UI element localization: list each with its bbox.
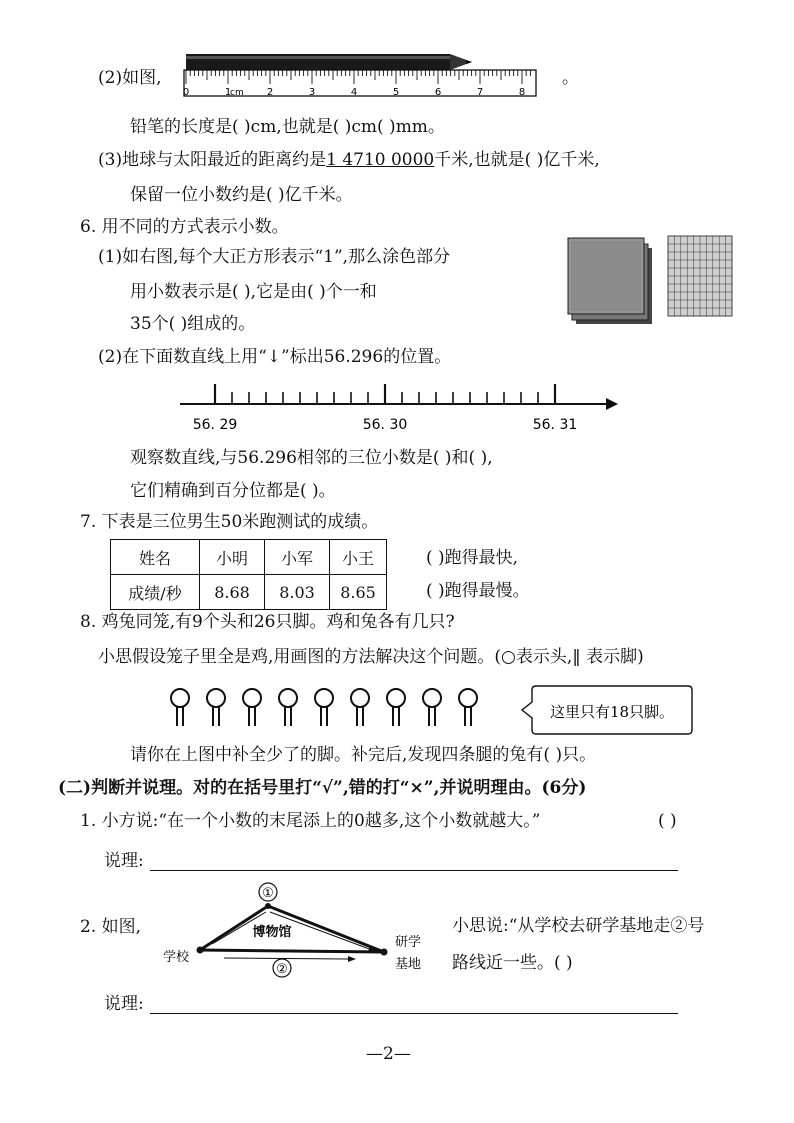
q6-obs-line2: 它们精确到百分位都是( )。 xyxy=(130,481,336,501)
table-cell: 小军 xyxy=(265,540,330,575)
heads-and-feet-figure xyxy=(160,680,720,740)
shaded-square-second xyxy=(654,238,662,318)
q5-3-line1 xyxy=(98,150,600,170)
s2-q1: 1. 小方说:“在一个小数的末尾添上的0越多,这个小数就越大。” xyxy=(80,811,541,831)
table-cell: 8.65 xyxy=(330,575,387,610)
q5-2-suffix: 。 xyxy=(562,68,579,88)
table-cell: 8.03 xyxy=(265,575,330,610)
table-row xyxy=(111,575,387,610)
number-line-label: 56. 29 xyxy=(192,417,238,433)
q7-fastest: ( )跑得最快, xyxy=(426,548,519,568)
table-cell: 姓名 xyxy=(111,540,200,575)
s2-q2-prefix: 2. 如图, xyxy=(80,917,142,937)
base-label-2: 基地 xyxy=(394,957,422,972)
ruler-number: 8 xyxy=(518,87,526,98)
ruler-number: 1 xyxy=(224,87,232,98)
q5-3-line2: 保留一位小数约是( )亿千米。 xyxy=(130,185,353,205)
q6-1-line3: 35个( )组成的。 xyxy=(130,314,256,334)
section2-title: (二)判断并说理。对的在括号里打“√”,错的打“×”,并说明理由。(6分) xyxy=(58,778,587,798)
s2-q2-text1: 小思说:“从学校去研学基地走②号 xyxy=(452,916,705,936)
museum-dot xyxy=(265,903,271,909)
q5-3-text-a: (3)地球与太阳最近的距离约是 xyxy=(98,150,327,170)
q5-3-distance: 1 4710 0000 xyxy=(326,150,435,170)
route1-label: ① xyxy=(262,886,274,901)
decimal-squares-figure xyxy=(568,236,738,326)
table-cell: 小王 xyxy=(330,540,387,575)
chicken-head xyxy=(243,689,261,726)
q5-3-text-b: 千米,也就是( )亿千米, xyxy=(434,150,600,170)
base-label-1: 研学 xyxy=(394,935,422,950)
q6-1-line1: (1)如右图,每个大正方形表示“1”,那么涂色部分 xyxy=(98,247,451,267)
explain-label-2: 说理: xyxy=(104,994,144,1014)
q8-desc: 小思假设笼子里全是鸡,用画图的方法解决这个问题。(○表示头,‖ 表示脚) xyxy=(98,647,644,667)
chicken-head xyxy=(459,689,477,726)
ruler-number: 4 xyxy=(350,87,358,98)
route2-label: ② xyxy=(276,962,288,977)
ruler-unit-label: cm xyxy=(230,88,244,98)
q7-title: 7. 下表是三位男生50米跑测试的成绩。 xyxy=(80,512,379,532)
explain-line-1[interactable] xyxy=(150,870,678,871)
explain-line-2[interactable] xyxy=(150,1013,678,1014)
chicken-head xyxy=(279,689,297,726)
base-dot xyxy=(381,949,388,956)
s2-q1-paren: ( ) xyxy=(658,811,677,831)
table-cell: 8.68 xyxy=(200,575,265,610)
q7-slowest: ( )跑得最慢。 xyxy=(426,581,530,601)
explain-label-1: 说理: xyxy=(104,851,144,871)
table-cell: 小明 xyxy=(200,540,265,575)
q6-2: (2)在下面数直线上用“↓”标出56.296的位置。 xyxy=(98,347,452,367)
chicken-head xyxy=(171,689,189,726)
chicken-head xyxy=(315,689,333,726)
ruler-number: 2 xyxy=(266,87,274,98)
number-line-arrow xyxy=(606,398,618,410)
s2-q2-text2: 路线近一些。( ) xyxy=(452,953,573,973)
chicken-head xyxy=(423,689,441,726)
school-label: 学校 xyxy=(162,950,190,965)
q6-obs-line1: 观察数直线,与56.296相邻的三位小数是( )和( ), xyxy=(130,448,493,468)
number-line xyxy=(178,376,628,436)
number-line-label: 56. 30 xyxy=(362,417,408,433)
q8-ask: 请你在上图中补全少了的脚。补完后,发现四条腿的兔有( )只。 xyxy=(130,745,597,765)
chicken-head xyxy=(207,689,225,726)
ruler-number: 0 xyxy=(182,87,190,98)
q5-2-answer-line: 铅笔的长度是( )cm,也就是( )cm( )mm。 xyxy=(130,117,445,137)
table-cell: 成绩/秒 xyxy=(111,575,200,610)
chicken-head xyxy=(351,689,369,726)
speech-bubble-text: 这里只有18只脚。 xyxy=(549,703,675,721)
school-dot xyxy=(197,947,204,954)
ruler-number: 3 xyxy=(308,87,316,98)
ruler-number: 6 xyxy=(434,87,442,98)
q6-1-line2: 用小数表示是( ),它是由( )个一和 xyxy=(130,282,377,302)
route-map xyxy=(152,880,442,980)
pencil-ruler-figure xyxy=(182,40,542,100)
q8-title: 8. 鸡兔同笼,有9个头和26只脚。鸡和兔各有几只? xyxy=(80,612,455,632)
page-number: —2— xyxy=(366,1044,411,1064)
table-row xyxy=(111,540,387,575)
q6-title: 6. 用不同的方式表示小数。 xyxy=(80,217,289,237)
q5-2-prefix: (2)如图, xyxy=(98,68,162,88)
score-table xyxy=(110,539,387,610)
chicken-head xyxy=(387,689,405,726)
ruler-number: 7 xyxy=(476,87,484,98)
ruler-number: 5 xyxy=(392,87,400,98)
number-line-label: 56. 31 xyxy=(532,417,578,433)
museum-label: 博物馆 xyxy=(252,925,292,940)
